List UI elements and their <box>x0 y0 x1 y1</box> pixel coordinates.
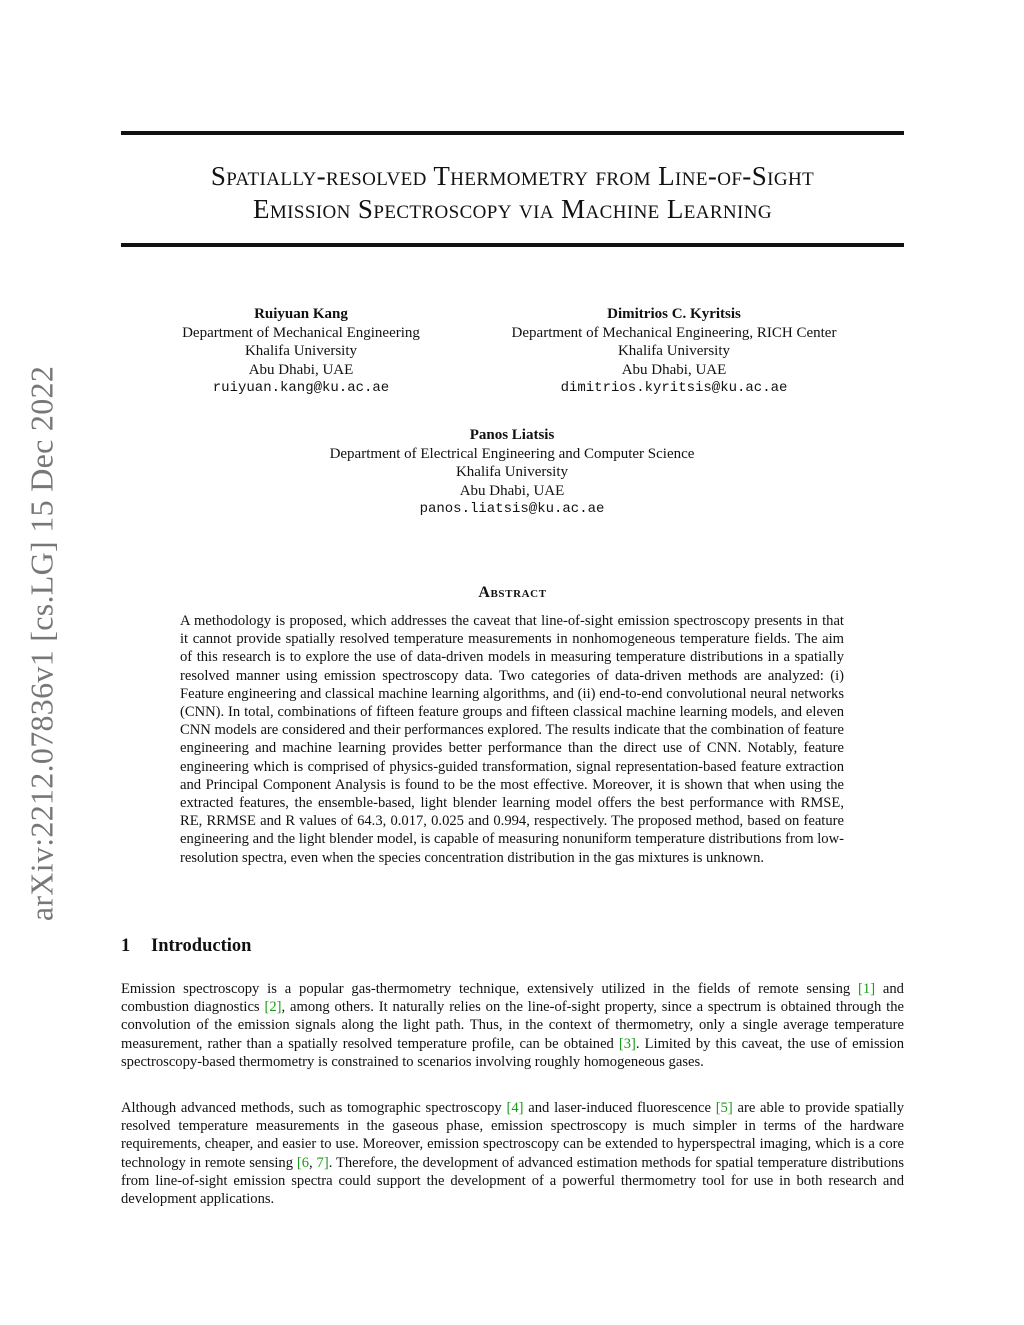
author-block-1 <box>151 305 451 398</box>
author-email[interactable]: dimitrios.kyritsis@ku.ac.ae <box>560 380 788 396</box>
section-number: 1 <box>121 936 131 956</box>
citation-link[interactable]: 7] <box>316 1154 329 1171</box>
author-name: Dimitrios C. Kyritsis <box>607 306 741 322</box>
citation-link[interactable]: [2] <box>264 999 282 1016</box>
author-block-2 <box>474 305 874 398</box>
title-bottom-rule <box>121 243 904 247</box>
author-university: Khalifa University <box>617 343 731 359</box>
title-top-rule <box>121 131 904 135</box>
paragraph-text: and combustion diagnostics <box>121 981 904 1016</box>
paragraph-text: are able to provide spatially resolved temperature measurements in the gaseous phase, emission spectroscopy is much simpler in terms of the hardware requirements, cheaper, and easier to use. Moreover, emission spectroscopy can be extended to hyperspectral imaging, which is a core technology in remote sensing <box>121 1100 905 1171</box>
author-name: Ruiyuan Kang <box>254 306 348 322</box>
intro-paragraph-1 <box>121 980 904 1071</box>
author-block-3 <box>262 426 762 519</box>
abstract-heading: Abstract <box>478 584 547 601</box>
author-department: Department of Electrical Engineering and Computer Science <box>329 445 695 462</box>
paragraph-text: . Limited by this caveat, the use of emission spectroscopy-based thermometry is constrained to scenarios involving roughly homogeneous gases. <box>121 1035 904 1070</box>
author-university: Khalifa University <box>455 464 569 480</box>
citation-link[interactable]: [1] <box>858 981 876 997</box>
author-location: Abu Dhabi, UAE <box>459 482 565 499</box>
author-department: Department of Mechanical Engineering, RICH Center <box>511 324 837 341</box>
title-line-1: Spatially-resolved Thermometry from Line-of-Sight <box>210 161 815 191</box>
section-heading <box>121 936 251 957</box>
citation-link[interactable]: [4] <box>506 1100 524 1116</box>
author-email[interactable]: panos.liatsis@ku.ac.ae <box>419 501 605 517</box>
paragraph-text: Although advanced methods, such as tomographic spectroscopy <box>121 1100 507 1116</box>
section-title: Introduction <box>151 936 252 956</box>
paragraph-text: . Therefore, the development of advanced estimation methods for spatial temperature distributions from line-of-sight emission spectra could support the development of a powerful thermometry tool for use in both research and development applications. <box>121 1154 905 1208</box>
citation-link[interactable]: [5] <box>715 1100 733 1116</box>
paragraph-text: Emission spectroscopy is a popular gas-thermometry technique, extensively utilized in the fields of remote sensing <box>121 981 859 997</box>
citation-link[interactable]: [6 <box>296 1154 310 1171</box>
abstract-text: A methodology is proposed, which addresses the caveat that line-of-sight emission spectroscopy presents in that it cannot provide spatially resolved temperature measurements in nonhomogeneous temperature fields. The aim of this research is to explore the use of data-driven models in measuring temperature distributions in a spatially resolved manner using emission spectroscopy data. Two categories of data-driven methods are analyzed: (i) Feature engineering and classical machine learning algorithms, and (ii) end-to-end convolutional neural networks (CNN). In total, combinations of fifteen feature groups and fifteen classical machine learning models, and eleven CNN models are considered and their performances explored. The results indicate that the combination of feature engineering and machine learning provides better performance than the direct use of CNN. Notably, feature engineering which is comprised of physics-guided transformation, signal representation-based feature extraction and Principal Component Analysis is found to be the most effective. Moreover, it is shown that when using the extracted features, the ensemble-based, light blender learning model offers the best performance with RMSE, RE, RRMSE and R values of 64.3, 0.017, 0.025 and 0.994, respectively. The proposed method, based on feature engineering and the light blender model, is capable of measuring nonuniform temperature distributions from low-resolution spectra, even when the species concentration distribution in the gas mixtures is unknown. <box>180 613 844 866</box>
author-location: Abu Dhabi, UAE <box>621 361 727 378</box>
paragraph-text: and laser-induced fluorescence <box>523 1100 716 1116</box>
title-line-2: Emission Spectroscopy via Machine Learning <box>252 194 773 224</box>
author-department: Department of Mechanical Engineering <box>182 324 420 341</box>
citation-link[interactable]: [3] <box>618 1035 636 1052</box>
author-location: Abu Dhabi, UAE <box>248 361 354 378</box>
author-email[interactable]: ruiyuan.kang@ku.ac.ae <box>212 380 390 396</box>
author-name: Panos Liatsis <box>469 427 555 443</box>
arxiv-stamp[interactable]: arXiv:2212.07836v1 [cs.LG] 15 Dec 2022 <box>23 365 60 922</box>
paragraph-text: , among others. It naturally relies on the line-of-sight property, since a spectrum is obtained through the convolution of the emission signals along the light path. Thus, in the context of thermometry, only a single average temperature measurement, rather than a spatially resolved temperature profile, can be obtained <box>121 999 904 1052</box>
citation-separator: , <box>309 1154 317 1171</box>
author-university: Khalifa University <box>244 343 358 359</box>
paper-title <box>121 160 904 226</box>
intro-paragraph-2 <box>121 1099 904 1208</box>
